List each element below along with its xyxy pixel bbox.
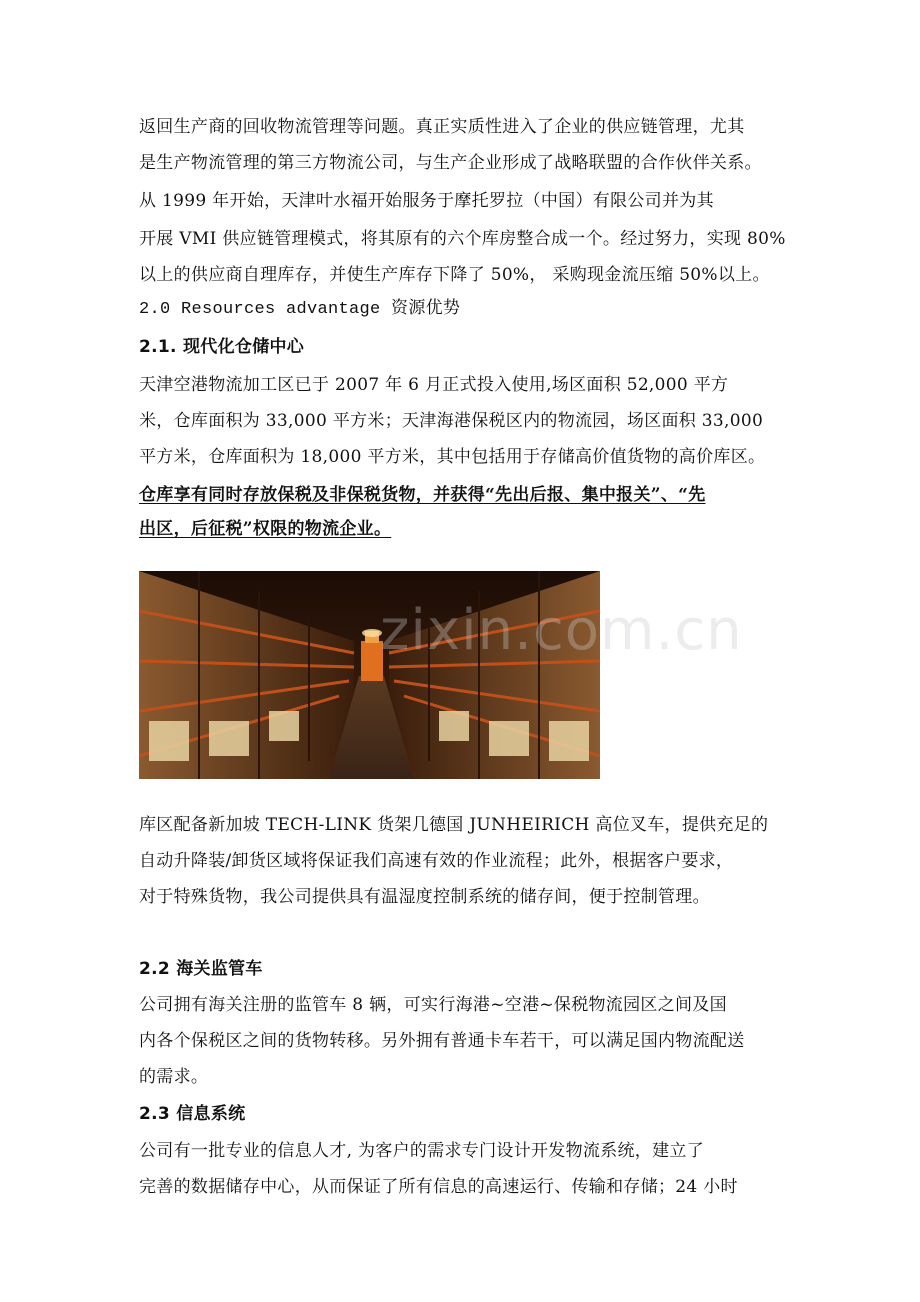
body-text-line: 平方米，仓库面积为 18,000 平方米，其中包括用于存储高价值货物的高价库区。 (139, 447, 766, 467)
body-text-line: 从 1999 年开始，天津叶水福开始服务于摩托罗拉（中国）有限公司并为其 (139, 191, 714, 211)
body-text-line: 返回生产商的回收物流管理等问题。真正实质性进入了企业的供应链管理，尤其 (139, 117, 745, 137)
section-heading-2-3: 2.3 信息系统 (139, 1104, 246, 1124)
section-heading-2-2: 2.2 海关监管车 (139, 959, 263, 979)
body-text-line: 公司有一批专业的信息人才, 为客户的需求专门设计开发物流系统，建立了 (139, 1141, 705, 1161)
body-text-line: 自动升降装/卸货区域将保证我们高速有效的作业流程；此外，根据客户要求， (139, 851, 734, 871)
body-text-line: 内各个保税区之间的货物转移。另外拥有普通卡车若干，可以满足国内物流配送 (139, 1031, 745, 1051)
body-text-line: 以上的供应商自理库存，并使生产库存下降了 50%， 采购现金流压缩 50%以上。 (139, 265, 770, 285)
body-text-line: 完善的数据储存中心，从而保证了所有信息的高速运行、传输和存储；24 小时 (139, 1177, 738, 1197)
body-text-line: 公司拥有海关注册的监管车 8 辆，可实行海港~空港~保税物流园区之间及国 (139, 995, 727, 1015)
body-text-line: 开展 VMI 供应链管理模式，将其原有的六个库房整合成一个。经过努力，实现 80% (139, 229, 786, 249)
body-text-line: 天津空港物流加工区已于 2007 年 6 月正式投入使用,场区面积 52,000 平方 (139, 375, 729, 395)
section-heading-2-0: 2.0 Resources advantage 资源优势 (139, 300, 461, 319)
watermark-text: zixin.com.cn (380, 598, 743, 663)
body-text-line: 的需求。 (139, 1067, 209, 1087)
section-heading-2-1: 2.1. 现代化仓储中心 (139, 337, 305, 357)
body-text-line: 是生产物流管理的第三方物流公司，与生产企业形成了战略联盟的合作伙伴关系。 (139, 153, 762, 173)
highlight-text-line: 仓库享有同时存放保税及非保税货物，并获得“先出后报、集中报关”、“先 (139, 485, 706, 505)
highlight-text-line: 出区，后征税”权限的物流企业。 (139, 519, 392, 539)
body-text-line: 库区配备新加坡 TECH-LINK 货架几德国 JUNHEIRICH 高位叉车，提供充足的 (139, 815, 769, 835)
body-text-line: 米，仓库面积为 33,000 平方米；天津海港保税区内的物流园，场区面积 33,000 (139, 411, 764, 431)
body-text-line: 对于特殊货物，我公司提供具有温湿度控制系统的储存间，便于控制管理。 (139, 887, 710, 907)
